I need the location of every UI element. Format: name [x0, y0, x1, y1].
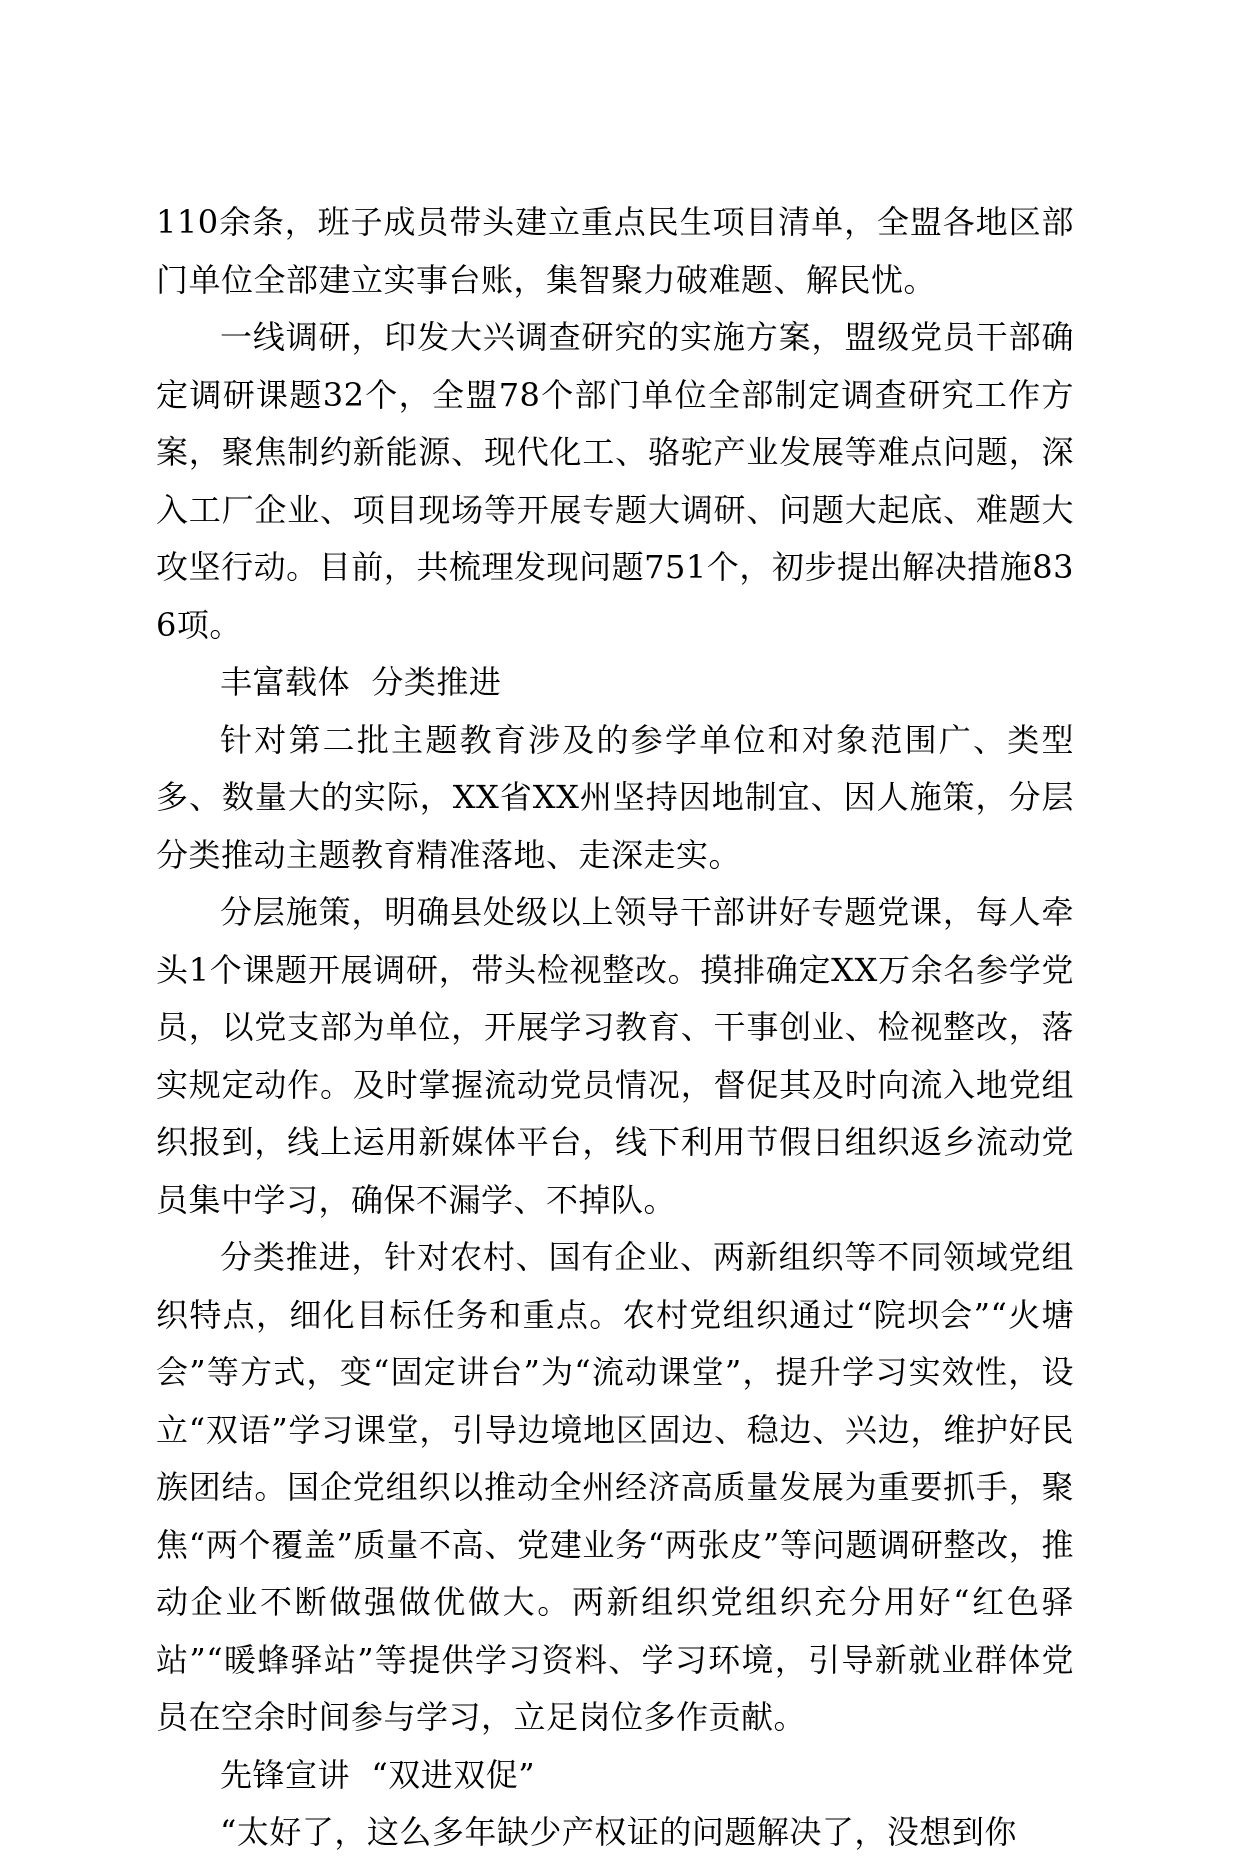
- paragraph-classified-promotion: 分类推进，针对农村、国有企业、两新组织等不同领域党组织特点，细化目标任务和重点。农村党组织通过“院坝会”“火塘会”等方式，变“固定讲台”为“流动课堂”，提升学习实效性，设立“双语”学习课堂，引导边境地区固边、稳边、兴边，维护好民族团结。国企党组织以推动全州经济高质量发展为重要抓手，聚焦“两个覆盖”质量不高、党建业务“两张皮”等问题调研整改，推动企业不断做强做优做大。两新组织党组织充分用好“红色驿站”“暖蜂驿站”等提供学习资料、学习环境，引导新就业群体党员在空余时间参与学习，立足岗位多作贡献。: [156, 1238, 1074, 1736]
- paragraph-quote-start: “太好了，这么多年缺少产权证的问题解决了，没想到你: [220, 1813, 1017, 1851]
- section-heading-vanguard-preaching: 先锋宣讲 “双进双促”: [220, 1755, 536, 1794]
- section-heading-rich-carriers: 丰富载体 分类推进: [220, 663, 502, 701]
- paragraph-layered-policy: 分层施策，明确县处级以上领导干部讲好专题党课，每人牵头1个课题开展调研，带头检视整改。摸排确定XX万余名参学党员，以党支部为单位，开展学习教育、干事创业、检视整改，落实规定动作。及时掌握流动党员情况，督促其及时向流入地党组织报到，线上运用新媒体平台，线下利用节假日组织返乡流动党员集中学习，确保不漏学、不掉队。: [156, 893, 1074, 1219]
- paragraph-field-research: 一线调研，印发大兴调查研究的实施方案，盟级党员干部确定调研课题32个，全盟78个部门单位全部制定调查研究工作方案，聚焦制约新能源、现代化工、骆驼产业发展等难点问题，深入工厂企业、项目现场等开展专题大调研、问题大起底、难题大攻坚行动。目前，共梳理发现问题751个，初步提出解决措施836项。: [156, 318, 1074, 644]
- paragraph-continuation: 110余条，班子成员带头建立重点民生项目清单，全盟各地区部门单位全部建立实事台账，集智聚力破难题、解民忧。: [156, 203, 1074, 299]
- document-body: [156, 194, 1074, 1862]
- paragraph-second-batch: 针对第二批主题教育涉及的参学单位和对象范围广、类型多、数量大的实际，XX省XX州坚持因地制宜、因人施策，分层分类推动主题教育精准落地、走深走实。: [156, 720, 1074, 874]
